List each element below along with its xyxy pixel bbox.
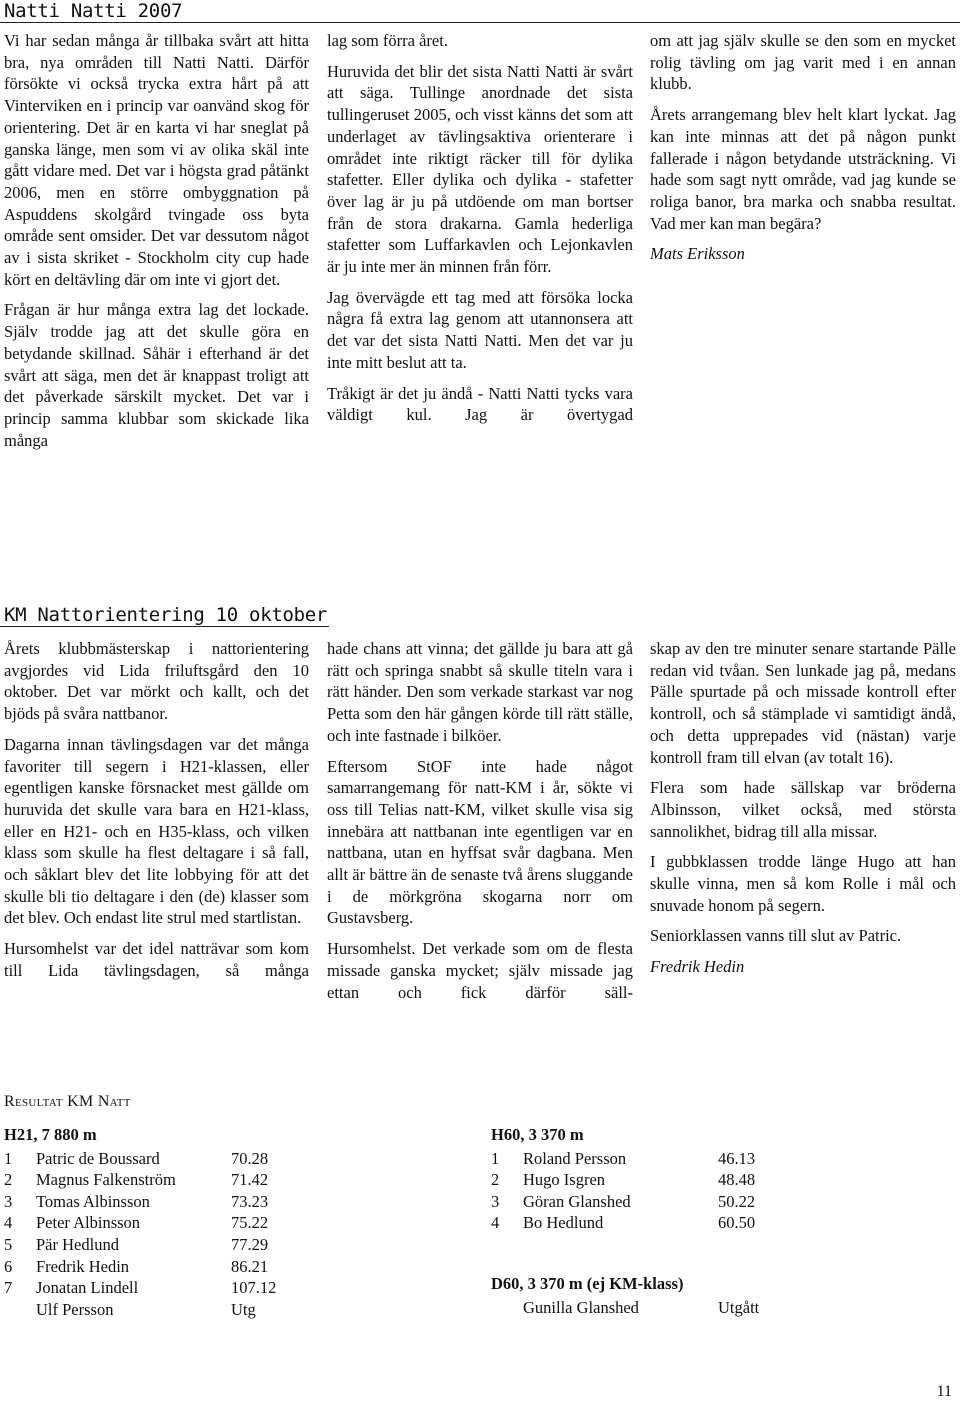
result-time: 46.13 [718,1148,756,1168]
paragraph: lag som förra året. [327,31,448,50]
article-column-1 [4,638,309,1033]
paragraph: I gubbklassen trodde länge Hugo att han skulle vinna, men så kom Rolle i mål och snuvade honom på segern. [650,852,956,915]
class-label: D60, 3 370 m (ej KM-klass) [491,1274,684,1293]
result-place [491,1297,523,1319]
result-place: 3 [491,1191,500,1211]
result-time: 75.22 [231,1213,269,1233]
result-place: 7 [4,1278,13,1298]
result-row [4,1256,276,1278]
article-column-2 [327,638,633,1033]
result-name: Tomas Albinsson [36,1191,150,1211]
result-row [4,1169,276,1191]
paragraph: Eftersom StOF inte hade något samarrangemang för natt-KM i år, sökte vi oss till Telias natt-KM, vilket skulle visa sig innebära att nattbanan inte egentligen var en nattbana, utan en hyffsat svår dagbana. Men allt är bättre än de senaste två årens sluggande i de mörkgröna skogarna norr om Gustavsberg. [327,756,633,928]
results-table-h60 [491,1124,755,1234]
result-name: Pär Hedlund [36,1234,119,1254]
result-time: 73.23 [231,1191,269,1211]
result-row [4,1299,276,1321]
result-place: 1 [4,1148,13,1168]
result-row [491,1297,759,1319]
result-name: Magnus Falkenström [36,1170,176,1190]
result-time: 48.48 [718,1170,756,1190]
paragraph: Frågan är hur många extra lag det lockade. Själv trodde jag att det skulle göra en betydande skillnad. Såhär i efterhand är det svårt att säga, men det är knappast troligt att det påverkade särskilt mycket. Det var i princip samma klubbar som skickade lika många [4,300,309,450]
paragraph: om att jag själv skulle se den som en mycket rolig tävling om jag varit med i en annan klubb. [650,31,956,94]
section-heading-km-nattorientering: KM Nattorientering 10 oktober [0,604,329,627]
paragraph: Årets klubbmästerskap i nattorientering avgjordes vid Lida friluftsgård den 10 oktober. Det var mörkt och kallt, och det bjöds på svåra nattbanor. [4,639,309,724]
result-name: Göran Glanshed [523,1191,631,1211]
article-column-3 [650,30,956,500]
result-time: Utgått [718,1297,760,1317]
result-place: 3 [4,1191,13,1211]
result-name: Roland Persson [523,1148,627,1168]
result-row [491,1169,755,1191]
result-place: 4 [491,1213,500,1233]
article-column-1 [4,30,309,500]
result-time: 70.28 [231,1148,269,1168]
paragraph: Vi har sedan många år tillbaka svårt att hitta bra, nya områden till Natti Natti. Därför försökte vi också trycka extra hårt på att Vinterviken en i princip var oanvänd skog för orientering. Det är en karta vi har sneglat på ganska länge, men som vi av olika skäl inte gått vidare med. Det var i högsta grad påtänkt 2006, men en större ombyggnation på Aspuddens skolgård tvingade oss byta område sent omsider. Det var dessutom något av i sista skriket - Stockholm city cup hade kört en deltävling där om inte vi gjort det. [4,31,309,289]
page-number: 11 [936,1383,952,1400]
result-time: 50.22 [718,1191,756,1211]
class-label: H60, 3 370 m [491,1125,584,1144]
result-time: Utg [231,1299,256,1319]
paragraph: Hursomhelst. Det verkade som om de flesta missade ganska mycket; själv missade jag ettan och fick därför säll- [327,939,633,1002]
class-label: H21, 7 880 m [4,1125,97,1144]
result-place [4,1299,36,1321]
result-row [4,1212,276,1234]
article-column-2 [327,30,633,500]
result-place: 1 [491,1148,500,1168]
result-place: 2 [491,1170,500,1190]
results-table-d60 [491,1273,759,1318]
result-name: Hugo Isgren [523,1170,606,1190]
result-name: Fredrik Hedin [36,1256,130,1276]
result-row [4,1148,276,1170]
result-row [491,1212,755,1234]
paragraph: Huruvida det blir det sista Natti Natti är svårt att säga. Tullinge anordnade det sista tullingeruset 2005, och visst känns det som att underlaget av tävlingsaktiva orienterare i området inte riktigt räcker till för dylika stafetter. Eller dylika och dylika - stafetter över lag är ju på utdöende om man bortser från de stora drakarna. Gamla hederliga stafetter som Luffarkavlen och Lejonkavlen är ju inte mer än minnen från förr. [327,61,633,277]
result-name: Patric de Boussard [36,1148,160,1168]
result-place: 2 [4,1170,13,1190]
result-row [4,1277,276,1299]
results-title: Resultat KM Natt [4,1093,131,1110]
result-place: 5 [4,1234,13,1254]
paragraph: Flera som hade sällskap var bröderna Albinsson, vilket också, med största sannolikhet, bidrag till alla missar. [650,778,956,841]
paragraph: hade chans att vinna; det gällde ju bara att gå rätt och springa snabbt så skulle titeln vara i rätt händer. Den som verkade starkast var nog Petta som den här gången körde till rätt ställe, och inte fastnade i bilköer. [327,639,633,745]
result-place: 4 [4,1213,13,1233]
author-signature: Fredrik Hedin [650,957,745,977]
result-name: Gunilla Glanshed [523,1297,639,1317]
article-column-3 [650,638,956,1033]
result-row [491,1191,755,1213]
paragraph: Jag övervägde ett tag med att försöka locka några få extra lag genom att utannonsera att det var det sista Natti Natti. Men det var ju inte mitt beslut att ta. [327,287,633,372]
author-signature: Mats Eriksson [650,244,745,264]
result-name: Peter Albinsson [36,1213,141,1233]
result-row [4,1191,276,1213]
result-row [491,1148,755,1170]
paragraph: Seniorklassen vanns till slut av Patric. [650,926,902,946]
result-name: Bo Hedlund [523,1213,604,1233]
result-name: Jonatan Lindell [36,1278,139,1298]
result-time: 86.21 [231,1256,269,1276]
result-time: 60.50 [718,1213,756,1233]
result-time: 107.12 [231,1278,277,1298]
paragraph: Årets arrangemang blev helt klart lyckat. Jag kan inte minnas att det på någon punkt fallerade i någon betydande utsträckning. Vi hade som sagt nytt område, vad jag kunde se roliga banor, bra marka och snabba resultat. Vad mer kan man begära? [650,105,956,233]
results-table-h21 [4,1124,276,1320]
result-time: 71.42 [231,1170,269,1190]
result-name: Ulf Persson [36,1299,114,1319]
paragraph: skap av den tre minuter senare startande Pälle redan vid tvåan. Sen lunkade jag på, medans Pälle spurtade på och missade kontroll efter kontroll, och så stämplade vi samtidigt ändå, och detta upprepades vid (nästan) varje kontroll fram till elvan (av totalt 16). [650,639,956,767]
paragraph: Dagarna innan tävlingsdagen var det många favoriter till segern i H21-klassen, eller egentligen kanske försnacket mest gällde om huruvida det skulle vara bara en H21-klass, eller en H21- och en H35-klass, och vilken klass som skulle ha flest deltagare i så fall, och såklart blev det lite lobbying för att det skulle bli tio deltagare i den (de) klasser som det blev. Och endast lite strul med startlistan. [4,734,309,928]
paragraph: Hursomhelst var det idel natträvar som kom till Lida tävlingsdagen, så många [4,939,309,980]
section-heading-natti-natti: Natti Natti 2007 [0,0,960,23]
result-place: 6 [4,1256,13,1276]
result-time: 77.29 [231,1234,269,1254]
result-row [4,1234,276,1256]
paragraph: Tråkigt är det ju ändå - Natti Natti tycks vara väldigt kul. Jag är övertygad [327,383,633,425]
